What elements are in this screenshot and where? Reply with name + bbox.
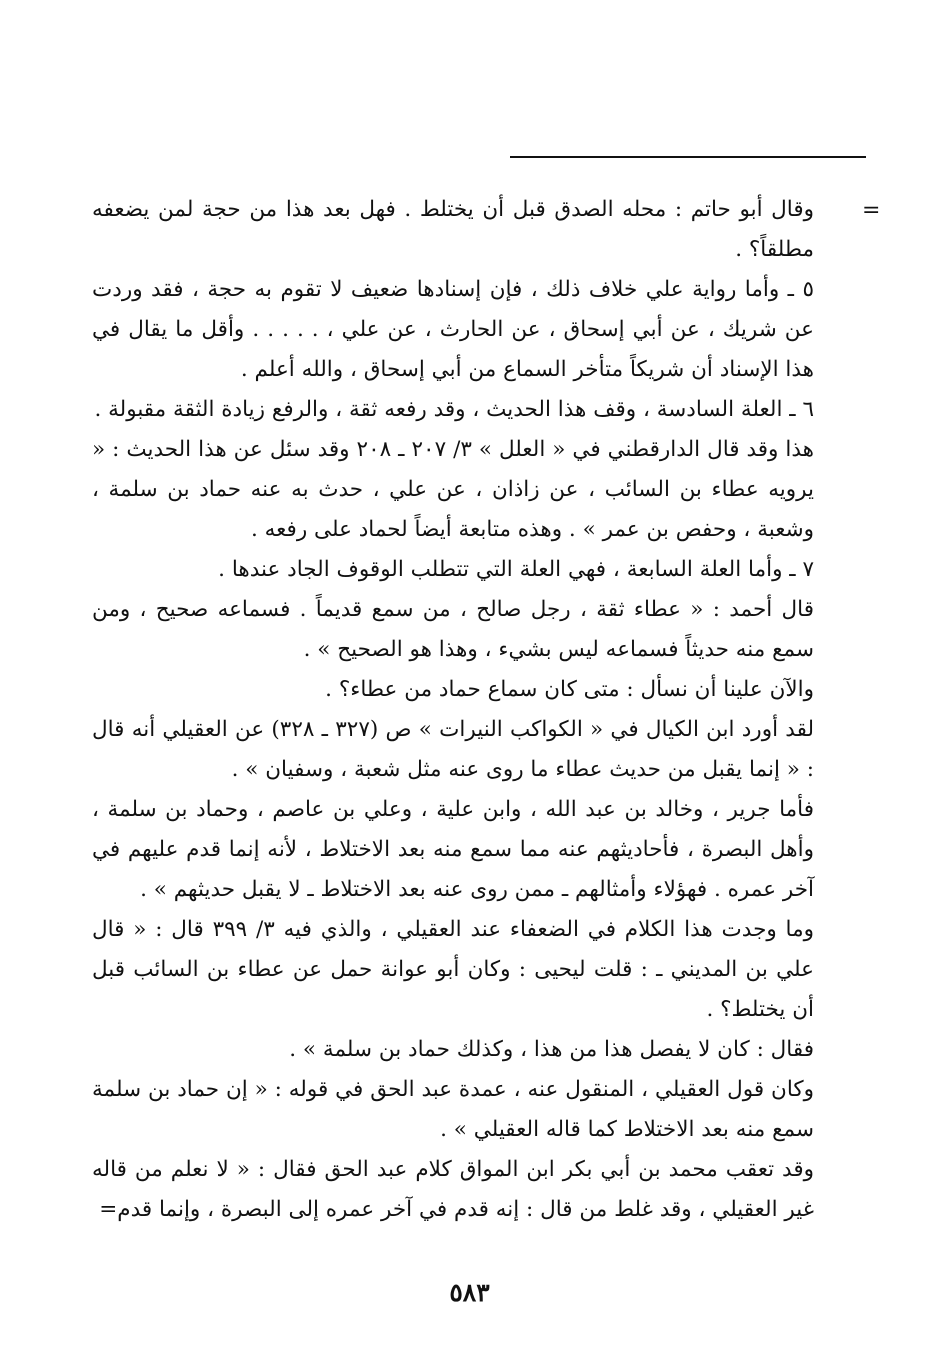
- footnote-paragraph: وقد تعقب محمد بن أبي بكر ابن المواق كلام عبد الحق فقال : « لا نعلم من قاله غير العقيلي ، وقد غلط من قال : إنه قدم في آخر عمره إلى البصرة ، وإنما قدم=: [92, 1157, 814, 1222]
- footnote-paragraph: وقال أبو حاتم : محله الصدق قبل أن يختلط . فهل بعد هذا من حجة لمن يضعفه مطلقاً؟ .: [92, 197, 814, 262]
- footnote-paragraph: فأما جرير ، وخالد بن عبد الله ، وابن علية ، وعلي بن عاصم ، وحماد بن سلمة ، وأهل البصرة ، فأحاديثهم عنه مما سمع منه بعد الاختلاط ، لأنه إنما قدم عليهم في آخر عمره . فهؤلاء وأمثالهم ـ ممن روى عنه بعد الاختلاط ـ لا يقبل حديثهم » .: [92, 797, 814, 902]
- page-number: ٥٨٣: [449, 1278, 490, 1307]
- footnote-separator-rule: [510, 156, 866, 158]
- footnote-paragraph: فقال : كان لا يفصل هذا من هذا ، وكذلك حماد بن سلمة » .: [289, 1037, 814, 1062]
- footnote-paragraph: وكان قول العقيلي ، المنقول عنه ، عمدة عبد الحق في قوله : « إن حماد بن سلمة سمع منه بعد الاختلاط كما قاله العقيلي » .: [92, 1077, 814, 1142]
- footnote-paragraph: لقد أورد ابن الكيال في « الكواكب النيرات » ص (٣٢٧ ـ ٣٢٨) عن العقيلي أنه قال : « إنما يقبل من حديث عطاء ما روى عنه مثل شعبة ، وسفيان » .: [92, 717, 814, 782]
- footnote-paragraph: هذا وقد قال الدارقطني في « العلل » ٣/ ٢٠٧ ـ ٢٠٨ وقد سئل عن هذا الحديث : « يرويه عطاء بن السائب ، عن زاذان ، عن علي ، حدث به عنه حماد بن سلمة ، وشعبة ، وحفص بن عمر » . وهذه متابعة أيضاً لحماد على رفعه .: [92, 437, 815, 542]
- footnote-paragraph: وما وجدت هذا الكلام في الضعفاء عند العقيلي ، والذي فيه ٣/ ٣٩٩ قال : « قال علي بن المديني ـ : قلت ليحيى : وكان أبو عوانة حمل عن عطاء بن السائب قبل أن يختلط؟ .: [92, 917, 815, 1022]
- continuation-mark: =: [862, 198, 881, 223]
- footnote-paragraph: قال أحمد : « عطاء ثقة ، رجل صالح ، من سمع قديماً . فسماعه صحيح ، ومن سمع منه حديثاً فسماعه ليس بشيء ، وهذا هو الصحيح » .: [92, 597, 814, 662]
- footnote-paragraph: ٦ ـ العلة السادسة ، وقف هذا الحديث ، وقد رفعه ثقة ، والرفع زيادة الثقة مقبولة .: [94, 397, 814, 422]
- footnote-paragraph: والآن علينا أن نسأل : متى كان سماع حماد من عطاء؟ .: [325, 677, 814, 702]
- footnote-text-block: [92, 190, 814, 1230]
- footnote-paragraph: ٧ ـ وأما العلة السابعة ، فهي العلة التي تتطلب الوقوف الجاد عندها .: [218, 557, 814, 582]
- footnote-paragraph: ٥ ـ وأما رواية علي خلاف ذلك ، فإن إسنادها ضعيف لا تقوم به حجة ، فقد وردت عن شريك ، عن أبي إسحاق ، عن الحارث ، عن علي ، . . . . . وأقل ما يقال في هذا الإسناد أن شريكاً متأخر السماع من أبي إسحاق ، والله أعلم .: [92, 277, 814, 382]
